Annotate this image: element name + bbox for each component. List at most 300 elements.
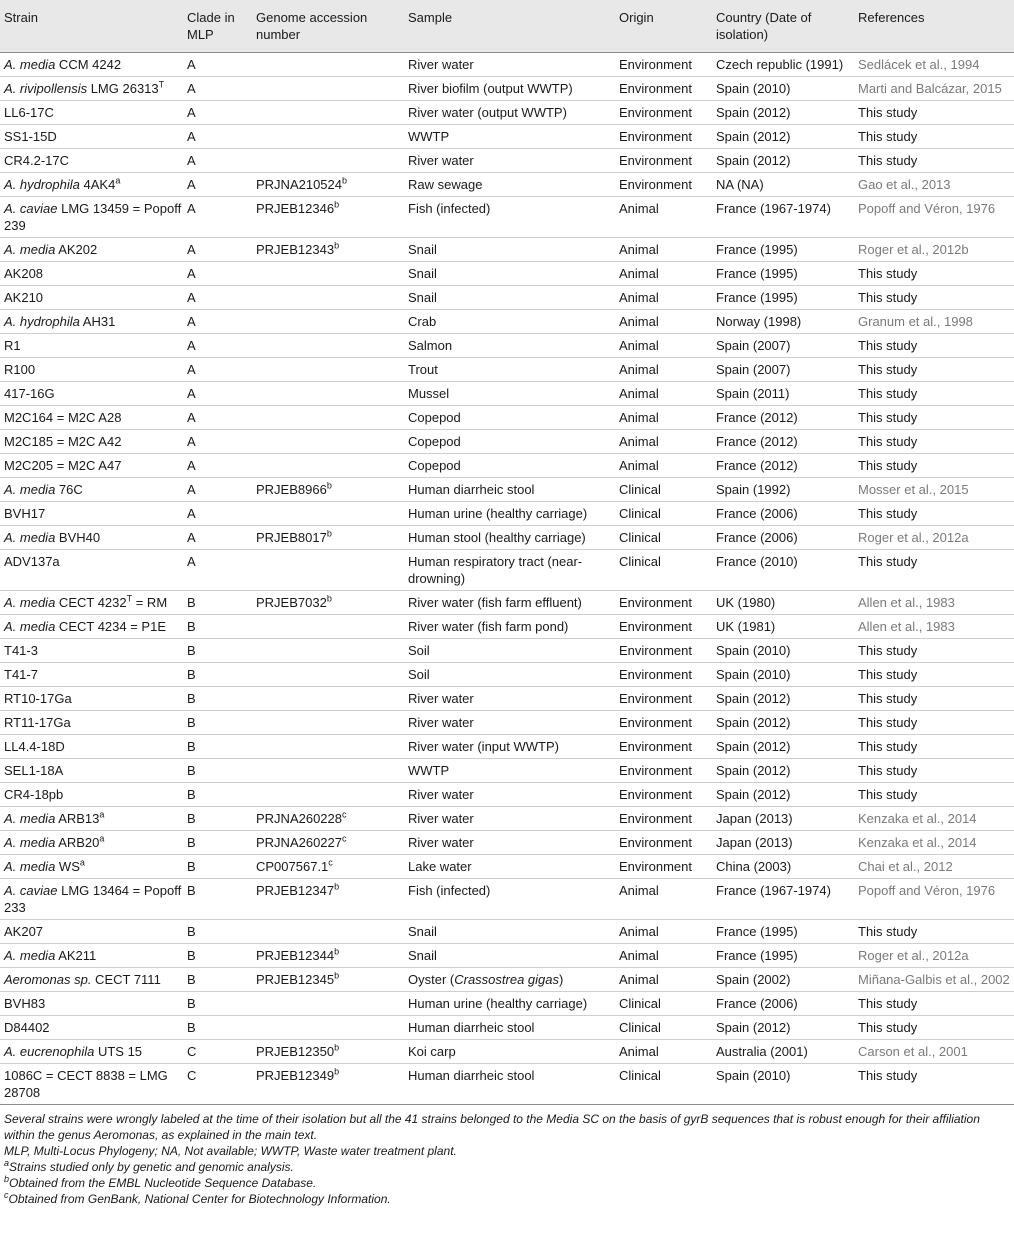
cell-origin: Environment	[619, 667, 692, 682]
cell-clade: B	[187, 835, 196, 850]
table-row	[0, 101, 1014, 125]
text-segment: UTS 15	[94, 1044, 143, 1059]
cell-accession	[252, 711, 404, 735]
cell-clade: B	[187, 787, 196, 802]
text-segment: PRJEB12344	[256, 948, 335, 963]
cell-strain	[0, 639, 183, 663]
cell-sample	[404, 1040, 615, 1064]
cell-sample	[404, 478, 615, 502]
cell-strain	[0, 920, 183, 944]
cell-country: France (1967-1974)	[716, 201, 831, 216]
cell-country: Spain (2010)	[716, 643, 791, 658]
reference-link[interactable]: Roger et al., 2012b	[858, 242, 969, 257]
cell-strain	[0, 358, 183, 382]
reference-link[interactable]: Gao et al., 2013	[858, 177, 951, 192]
cell-clade: B	[187, 715, 196, 730]
text-segment: RT10-17Ga	[4, 691, 72, 706]
text-segment: River water (output WWTP)	[408, 105, 567, 120]
table-row	[0, 1040, 1014, 1064]
cell-clade: A	[187, 482, 196, 497]
superscript-mark: b	[342, 175, 348, 186]
text-segment: PRJEB7032	[256, 595, 327, 610]
cell-country: France (1967-1974)	[716, 883, 831, 898]
cell-reference: This study	[858, 554, 918, 569]
superscript-mark: c	[4, 1190, 9, 1200]
cell-reference: This study	[858, 290, 918, 305]
cell-reference: This study	[858, 763, 918, 778]
text-segment: A. media	[4, 242, 56, 257]
text-segment: AK202	[55, 242, 98, 257]
cell-origin: Environment	[619, 81, 692, 96]
text-segment: Crab	[408, 314, 437, 329]
reference-link[interactable]: Carson et al., 2001	[858, 1044, 968, 1059]
cell-sample	[404, 334, 615, 358]
cell-origin: Environment	[619, 177, 692, 192]
reference-link[interactable]: Allen et al., 1983	[858, 595, 955, 610]
cell-accession	[252, 879, 404, 920]
cell-origin: Animal	[619, 883, 659, 898]
cell-accession	[252, 262, 404, 286]
cell-origin: Animal	[619, 362, 659, 377]
cell-origin: Environment	[619, 835, 692, 850]
cell-accession	[252, 783, 404, 807]
superscript-mark: c	[342, 809, 347, 820]
cell-strain	[0, 478, 183, 502]
text-segment: R1	[4, 338, 21, 353]
cell-reference: This study	[858, 715, 918, 730]
reference-link[interactable]: Roger et al., 2012a	[858, 948, 969, 963]
cell-clade: A	[187, 362, 196, 377]
text-segment: R100	[4, 362, 36, 377]
superscript-mark: b	[4, 1174, 10, 1184]
cell-accession	[252, 687, 404, 711]
cell-sample	[404, 711, 615, 735]
cell-accession	[252, 992, 404, 1016]
reference-link[interactable]: Mosser et al., 2015	[858, 482, 969, 497]
cell-strain	[0, 1064, 183, 1105]
reference-link[interactable]: Popoff and Véron, 1976	[858, 883, 996, 898]
cell-accession	[252, 831, 404, 855]
cell-country: China (2003)	[716, 859, 792, 874]
cell-strain	[0, 759, 183, 783]
text-segment: PRJNA260228	[256, 811, 342, 826]
cell-clade: A	[187, 506, 196, 521]
cell-country: Spain (2002)	[716, 972, 791, 987]
header-accession: Genome accession number	[252, 0, 404, 53]
cell-accession	[252, 944, 404, 968]
superscript-mark: a	[99, 809, 105, 820]
cell-strain	[0, 831, 183, 855]
cell-country: Spain (2012)	[716, 105, 791, 120]
table-row	[0, 173, 1014, 197]
cell-origin: Animal	[619, 410, 659, 425]
cell-clade: B	[187, 643, 196, 658]
text-segment: CR4-18pb	[4, 787, 64, 802]
cell-strain	[0, 615, 183, 639]
cell-origin: Environment	[619, 859, 692, 874]
text-segment: Trout	[408, 362, 438, 377]
cell-strain	[0, 1016, 183, 1040]
cell-strain	[0, 286, 183, 310]
text-segment: PRJNA210524	[256, 177, 342, 192]
superscript-mark: b	[334, 881, 340, 892]
table-row	[0, 238, 1014, 262]
cell-country: France (1995)	[716, 948, 798, 963]
superscript-mark: b	[334, 1066, 340, 1077]
cell-sample	[404, 759, 615, 783]
cell-strain	[0, 406, 183, 430]
text-segment: LMG 13464 = Popoff 233	[4, 883, 182, 915]
cell-strain	[0, 173, 183, 197]
cell-strain	[0, 968, 183, 992]
text-segment: Human diarrheic stool	[408, 1068, 535, 1083]
cell-accession	[252, 53, 404, 77]
cell-strain	[0, 262, 183, 286]
cell-country: UK (1980)	[716, 595, 776, 610]
text-segment: River water (fish farm pond)	[408, 619, 569, 634]
cell-sample	[404, 149, 615, 173]
cell-clade: B	[187, 948, 196, 963]
text-segment: Snail	[408, 266, 437, 281]
superscript-mark: a	[79, 857, 85, 868]
text-segment: Human stool (healthy carriage)	[408, 530, 586, 545]
cell-origin: Environment	[619, 691, 692, 706]
text-segment: CECT 7111	[91, 972, 161, 987]
text-segment: D84402	[4, 1020, 50, 1035]
cell-origin: Clinical	[619, 530, 661, 545]
reference-link[interactable]: Kenzaka et al., 2014	[858, 835, 977, 850]
cell-reference: This study	[858, 739, 918, 754]
text-segment: Lake water	[408, 859, 472, 874]
cell-accession	[252, 735, 404, 759]
cell-sample	[404, 944, 615, 968]
cell-country: NA (NA)	[716, 177, 764, 192]
table-row	[0, 663, 1014, 687]
cell-origin: Environment	[619, 763, 692, 778]
cell-accession	[252, 1064, 404, 1105]
cell-origin: Environment	[619, 153, 692, 168]
cell-accession	[252, 358, 404, 382]
cell-sample	[404, 663, 615, 687]
text-segment: 417-16G	[4, 386, 55, 401]
table-body	[0, 53, 1014, 1105]
table-row	[0, 992, 1014, 1016]
superscript-mark: b	[326, 528, 332, 539]
cell-country: France (1995)	[716, 290, 798, 305]
cell-sample	[404, 1064, 615, 1105]
text-segment: ARB13	[55, 811, 100, 826]
cell-clade: B	[187, 619, 196, 634]
superscript-mark: T	[126, 593, 133, 604]
cell-reference: This study	[858, 458, 918, 473]
text-segment: Copepod	[408, 410, 461, 425]
header-origin: Origin	[615, 0, 712, 53]
text-segment: M2C185 = M2C A42	[4, 434, 122, 449]
cell-origin: Animal	[619, 338, 659, 353]
table-row	[0, 454, 1014, 478]
cell-reference: This study	[858, 996, 918, 1011]
superscript-mark: a	[115, 175, 121, 186]
cell-accession	[252, 1040, 404, 1064]
text-segment: A. media	[4, 619, 56, 634]
footnote	[0, 1191, 1014, 1207]
cell-country: Japan (2013)	[716, 811, 793, 826]
cell-accession	[252, 125, 404, 149]
cell-clade: A	[187, 81, 196, 96]
cell-sample	[404, 687, 615, 711]
table-row	[0, 783, 1014, 807]
table-row	[0, 807, 1014, 831]
cell-sample	[404, 968, 615, 992]
reference-link[interactable]: Marti and Balcázar, 2015	[858, 81, 1002, 96]
cell-strain	[0, 454, 183, 478]
table-row	[0, 310, 1014, 334]
cell-strain	[0, 125, 183, 149]
cell-origin: Environment	[619, 787, 692, 802]
reference-link[interactable]: Allen et al., 1983	[858, 619, 955, 634]
text-segment: )	[559, 972, 564, 987]
cell-sample	[404, 550, 615, 591]
text-segment: T41-7	[4, 667, 38, 682]
table-row	[0, 430, 1014, 454]
text-segment: Copepod	[408, 458, 461, 473]
text-segment: RT11-17Ga	[4, 715, 71, 730]
text-segment: Human urine (healthy carriage)	[408, 506, 588, 521]
cell-accession	[252, 238, 404, 262]
cell-strain	[0, 711, 183, 735]
cell-accession	[252, 920, 404, 944]
cell-sample	[404, 382, 615, 406]
cell-clade: B	[187, 859, 196, 874]
cell-sample	[404, 831, 615, 855]
cell-origin: Clinical	[619, 1068, 661, 1083]
text-segment: A. media	[4, 530, 56, 545]
cell-accession	[252, 526, 404, 550]
cell-country: France (2010)	[716, 554, 798, 569]
text-segment: Snail	[408, 948, 437, 963]
cell-country: Spain (2012)	[716, 129, 791, 144]
cell-origin: Animal	[619, 386, 659, 401]
cell-reference: This study	[858, 129, 918, 144]
cell-reference: This study	[858, 787, 918, 802]
text-segment: BVH17	[4, 506, 46, 521]
cell-sample	[404, 430, 615, 454]
cell-origin: Animal	[619, 201, 659, 216]
cell-clade: A	[187, 386, 196, 401]
cell-origin: Animal	[619, 924, 659, 939]
cell-clade: B	[187, 691, 196, 706]
text-segment: Aeromonas sp.	[4, 972, 92, 987]
superscript-mark: a	[99, 833, 105, 844]
cell-strain	[0, 334, 183, 358]
table-row	[0, 968, 1014, 992]
text-segment: A. caviae	[4, 201, 58, 216]
cell-sample	[404, 53, 615, 77]
text-segment: A. media	[4, 482, 56, 497]
cell-sample	[404, 197, 615, 238]
cell-clade: A	[187, 242, 196, 257]
cell-accession	[252, 197, 404, 238]
text-segment: SS1-15D	[4, 129, 57, 144]
cell-country: UK (1981)	[716, 619, 776, 634]
text-segment: River water	[408, 715, 474, 730]
cell-strain	[0, 807, 183, 831]
cell-strain	[0, 944, 183, 968]
cell-country: France (2006)	[716, 506, 798, 521]
cell-accession	[252, 968, 404, 992]
text-segment: River water (fish farm effluent)	[408, 595, 582, 610]
cell-sample	[404, 173, 615, 197]
text-segment: T41-3	[4, 643, 38, 658]
cell-country: Spain (2010)	[716, 1068, 791, 1083]
cell-strain	[0, 149, 183, 173]
reference-link[interactable]: Miñana-Galbis et al., 2002	[858, 972, 1010, 987]
cell-origin: Environment	[619, 619, 692, 634]
text-segment: Soil	[408, 667, 430, 682]
table-row	[0, 502, 1014, 526]
cell-accession	[252, 807, 404, 831]
cell-reference: This study	[858, 1068, 918, 1083]
text-segment: Human diarrheic stool	[408, 482, 535, 497]
text-segment: River water	[408, 811, 474, 826]
text-segment: A. media	[4, 595, 56, 610]
cell-country: France (2006)	[716, 996, 798, 1011]
cell-origin: Animal	[619, 266, 659, 281]
text-segment: Human respiratory tract (near-drowning)	[408, 554, 583, 586]
cell-reference: This study	[858, 410, 918, 425]
cell-sample	[404, 783, 615, 807]
cell-clade: A	[187, 410, 196, 425]
cell-country: Spain (2007)	[716, 338, 791, 353]
superscript-mark: b	[334, 199, 340, 210]
cell-strain	[0, 1040, 183, 1064]
text-segment: ADV137a	[4, 554, 60, 569]
cell-accession	[252, 591, 404, 615]
cell-sample	[404, 920, 615, 944]
cell-origin: Clinical	[619, 482, 661, 497]
superscript-mark: b	[326, 593, 332, 604]
table-row	[0, 759, 1014, 783]
text-segment: WS	[55, 859, 80, 874]
superscript-mark: c	[342, 833, 347, 844]
cell-sample	[404, 591, 615, 615]
cell-clade: A	[187, 129, 196, 144]
cell-reference: This study	[858, 1020, 918, 1035]
superscript-mark: b	[326, 480, 332, 491]
cell-country: France (2012)	[716, 410, 798, 425]
cell-strain	[0, 101, 183, 125]
text-segment: PRJEB12347	[256, 883, 335, 898]
cell-clade: A	[187, 458, 196, 473]
text-segment: PRJNA260227	[256, 835, 342, 850]
text-segment: M2C164 = M2C A28	[4, 410, 122, 425]
cell-accession	[252, 310, 404, 334]
cell-origin: Clinical	[619, 554, 661, 569]
cell-strain	[0, 735, 183, 759]
text-segment: PRJEB12346	[256, 201, 335, 216]
cell-accession	[252, 550, 404, 591]
reference-link[interactable]: Roger et al., 2012a	[858, 530, 969, 545]
cell-country: France (1995)	[716, 242, 798, 257]
text-segment: CCM 4242	[55, 57, 122, 72]
table-row	[0, 125, 1014, 149]
cell-clade: B	[187, 996, 196, 1011]
text-segment: A. media	[4, 948, 56, 963]
cell-country: Spain (2012)	[716, 691, 791, 706]
cell-strain	[0, 992, 183, 1016]
cell-strain	[0, 783, 183, 807]
reference-link[interactable]: Sedlácek et al., 1994	[858, 57, 980, 72]
reference-link[interactable]: Chai et al., 2012	[858, 859, 953, 874]
table-row	[0, 687, 1014, 711]
cell-country: Spain (2010)	[716, 81, 791, 96]
cell-accession	[252, 382, 404, 406]
superscript-mark: T	[158, 79, 165, 90]
cell-clade: A	[187, 153, 196, 168]
cell-accession	[252, 334, 404, 358]
superscript-mark: b	[334, 970, 340, 981]
reference-link[interactable]: Granum et al., 1998	[858, 314, 973, 329]
text-segment: Human diarrheic stool	[408, 1020, 535, 1035]
text-segment: WWTP	[408, 763, 450, 778]
reference-link[interactable]: Kenzaka et al., 2014	[858, 811, 977, 826]
cell-sample	[404, 454, 615, 478]
text-segment: Snail	[408, 290, 437, 305]
cell-country: France (2006)	[716, 530, 798, 545]
cell-country: Japan (2013)	[716, 835, 793, 850]
text-segment: Fish (infected)	[408, 201, 491, 216]
cell-accession	[252, 639, 404, 663]
cell-clade: B	[187, 1020, 196, 1035]
cell-strain	[0, 53, 183, 77]
cell-clade: B	[187, 739, 196, 754]
text-segment: AK207	[4, 924, 44, 939]
cell-accession	[252, 286, 404, 310]
cell-origin: Environment	[619, 129, 692, 144]
text-segment: PRJEB8017	[256, 530, 327, 545]
text-segment: A. rivipollensis	[4, 81, 88, 96]
cell-strain	[0, 687, 183, 711]
cell-country: Spain (2012)	[716, 739, 791, 754]
superscript-mark: b	[334, 946, 340, 957]
cell-reference: This study	[858, 338, 918, 353]
table-row	[0, 591, 1014, 615]
reference-link[interactable]: Popoff and Véron, 1976	[858, 201, 996, 216]
table-row	[0, 550, 1014, 591]
cell-country: Spain (1992)	[716, 482, 791, 497]
cell-clade: B	[187, 595, 196, 610]
table-row	[0, 77, 1014, 101]
cell-sample	[404, 125, 615, 149]
cell-country: Spain (2012)	[716, 715, 791, 730]
cell-sample	[404, 992, 615, 1016]
cell-sample	[404, 77, 615, 101]
cell-reference: This study	[858, 362, 918, 377]
cell-accession	[252, 101, 404, 125]
text-segment: 4AK4	[79, 177, 116, 192]
text-segment: Salmon	[408, 338, 453, 353]
text-segment: M2C205 = M2C A47	[4, 458, 122, 473]
text-segment: Human urine (healthy carriage)	[408, 996, 588, 1011]
text-segment: CECT 4234 = P1E	[55, 619, 166, 634]
cell-clade: C	[187, 1044, 197, 1059]
text-segment: Obtained from the EMBL Nucleotide Sequence Database.	[9, 1176, 317, 1190]
cell-sample	[404, 735, 615, 759]
text-segment: Soil	[408, 643, 430, 658]
cell-country: Spain (2012)	[716, 1020, 791, 1035]
cell-country: France (2012)	[716, 434, 798, 449]
cell-strain	[0, 855, 183, 879]
